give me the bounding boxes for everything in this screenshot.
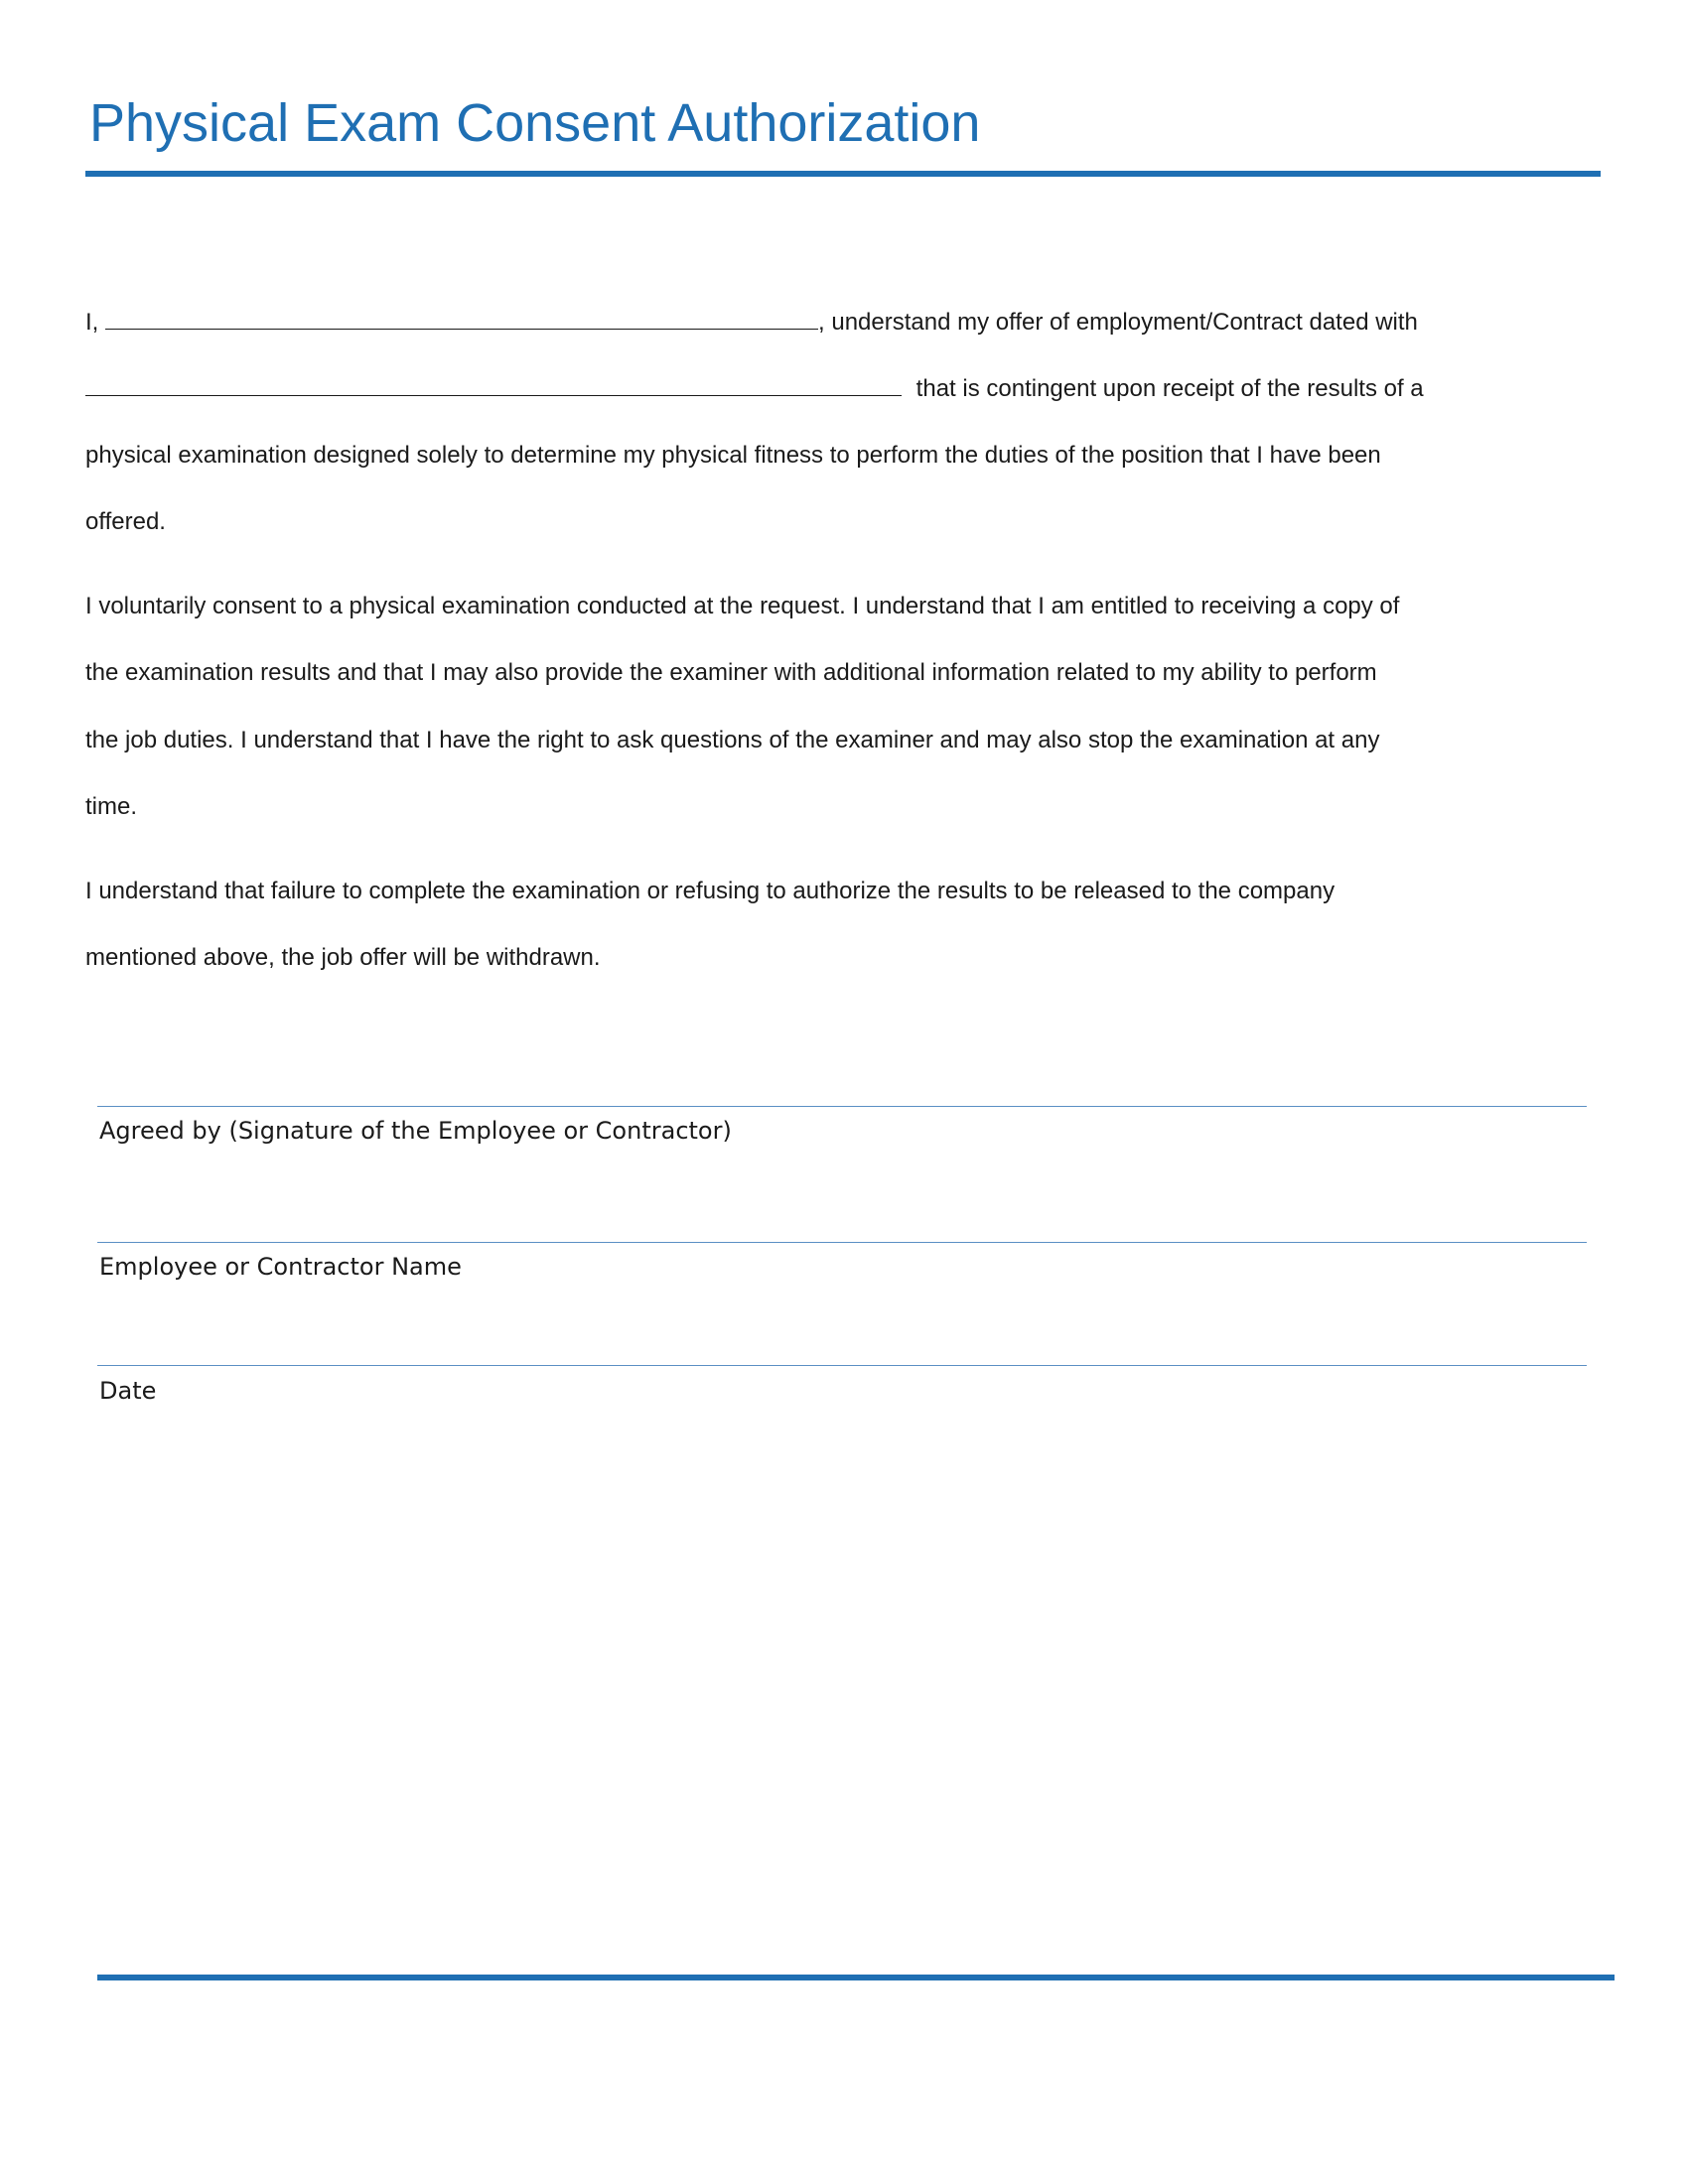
paragraph-1-line-1-start: I, <box>85 309 99 336</box>
title-divider <box>85 171 1601 177</box>
paragraph-1-line-3: physical examination designed solely to determine my physical fitness to perform the duties of the position that I have been <box>85 442 1381 469</box>
page-title: Physical Exam Consent Authorization <box>89 93 981 153</box>
paragraph-1-line-2 <box>85 373 1424 404</box>
paragraph-2-line-4: time. <box>85 793 138 820</box>
paragraph-2-line-2: the examination results and that I may also provide the examiner with additional information related to my ability to perform <box>85 659 1377 686</box>
paragraph-2-line-1: I voluntarily consent to a physical examination conducted at the request. I understand that I am entitled to receiving a copy of <box>85 593 1400 619</box>
paragraph-2-line-3: the job duties. I understand that I have the right to ask questions of the examiner and may also stop the examination at any <box>85 727 1380 753</box>
signature-label: Agreed by (Signature of the Employee or Contractor) <box>99 1117 732 1145</box>
name-label: Employee or Contractor Name <box>99 1253 462 1281</box>
paragraph-1-line-1 <box>85 307 1418 338</box>
date-line[interactable] <box>97 1365 1587 1366</box>
name-line[interactable] <box>97 1242 1587 1243</box>
paragraph-3-line-1: I understand that failure to complete the examination or refusing to authorize the results to be released to the company <box>85 878 1336 904</box>
employee-name-blank[interactable] <box>105 307 818 330</box>
paragraph-1-line-4: offered. <box>85 508 166 535</box>
paragraph-1-line-1-end: , understand my offer of employment/Contract dated with <box>818 309 1418 336</box>
company-name-blank[interactable] <box>85 373 902 396</box>
footer-divider <box>97 1975 1615 1980</box>
paragraph-3-line-2: mentioned above, the job offer will be withdrawn. <box>85 944 601 971</box>
paragraph-1-line-2-end: that is contingent upon receipt of the results of a <box>915 375 1424 402</box>
date-label: Date <box>99 1377 157 1405</box>
signature-line[interactable] <box>97 1106 1587 1107</box>
